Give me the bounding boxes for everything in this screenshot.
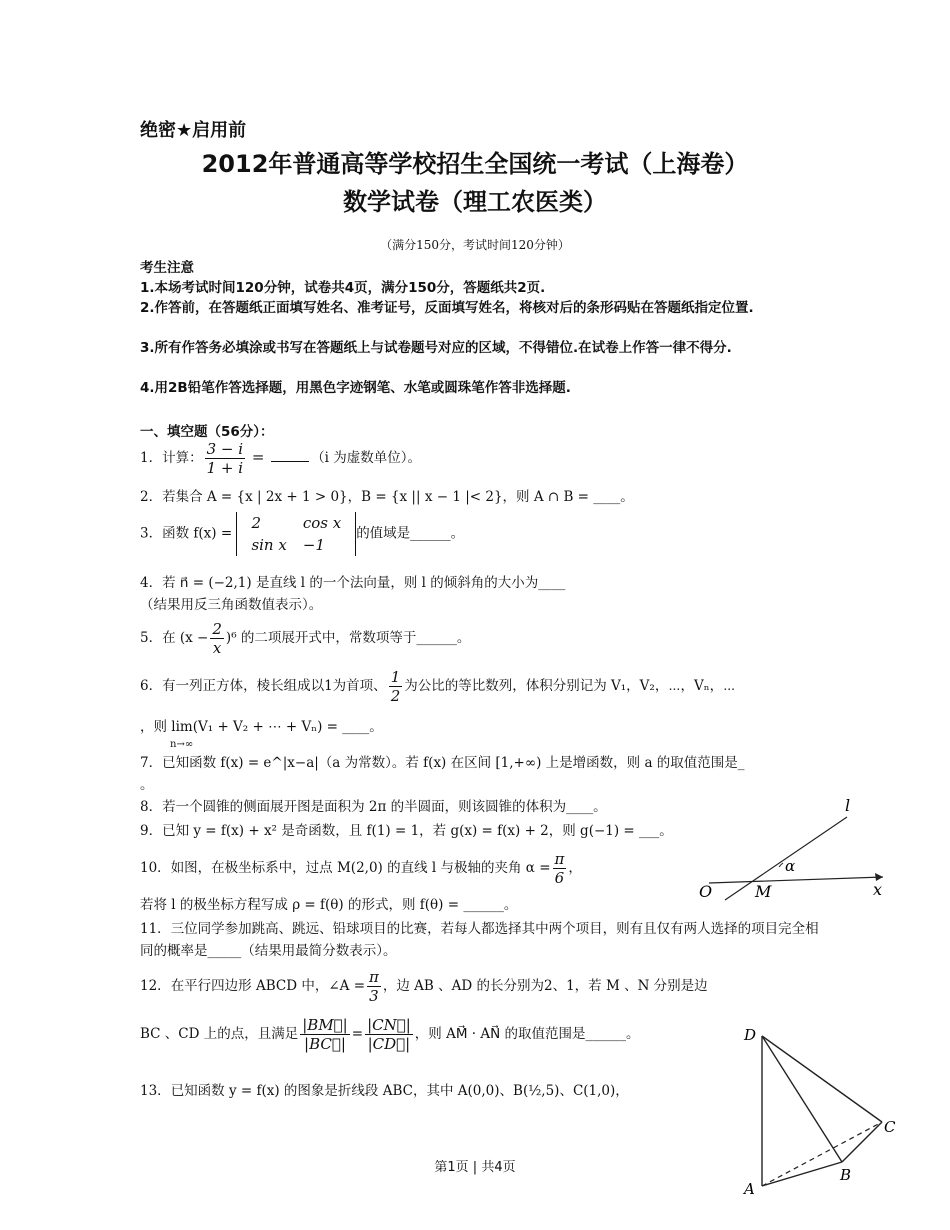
question-6-line2: ，则 lim(V₁ + V₂ + ⋯ + Vₙ) = ____。: [140, 719, 383, 735]
answer-blank: [271, 461, 309, 462]
label-l: l: [845, 796, 851, 815]
question-5: 5．在 (x − $\frac{2}{x}$ )⁶ 的二项展开式中，常数项等于______。: [140, 620, 471, 657]
page-footer: 第1页 | 共4页: [434, 1160, 516, 1175]
fraction: $\frac{2}{x}$: [212, 620, 222, 657]
question-12-line2: BC 、CD 上的点，且满足 $\frac{|BM⃗|}{|BC⃗|}$ = $\frac{|CN⃗|}{|CD⃗|}$ ，则 AM⃗ · AN⃗ 的取值范围是______。: [140, 1016, 640, 1053]
fraction: $\frac{1}{2}$: [390, 668, 401, 705]
edge-DB: [762, 1036, 842, 1162]
label-A: A: [744, 1180, 755, 1198]
question-10: 10．如图，在极坐标系中，过点 M(2,0) 的直线 l 与极轴的夹角 α = $\frac{\pi}{6}$ ，: [140, 850, 582, 887]
confidential-label: 绝密★启用前: [140, 120, 247, 141]
fraction: $\frac{|BM⃗|}{|BC⃗|}$: [302, 1016, 348, 1053]
polar-figure: [695, 795, 895, 905]
notice-item-4: 4.用2B铅笔作答选择题，用黑色字迹钢笔、水笔或圆珠笔作答非选择题.: [140, 380, 571, 396]
label-x: x: [873, 880, 883, 899]
exam-subtitle: 数学试卷（理工农医类）: [343, 188, 607, 216]
fraction: $\frac{\pi}{3}$: [369, 968, 379, 1005]
edge-DC: [762, 1036, 882, 1122]
score-note: （满分150分，考试时间120分钟）: [380, 238, 570, 252]
label-C: C: [884, 1118, 896, 1136]
question-1: 1．计算： $\frac{3 - i}{1 + i}$ = （i 为虚数单位）。: [140, 440, 422, 477]
limit-subscript: n→∞: [170, 739, 194, 750]
notice-heading: 考生注意: [140, 260, 194, 276]
question-4: 4．若 n⃗ = (−2,1) 是直线 l 的一个法向量，则 l 的倾斜角的大小为____ （结果用反三角函数值表示）。: [140, 575, 566, 613]
exam-title: 2012年普通高等学校招生全国统一考试（上海卷）: [201, 150, 749, 178]
label-alpha: α: [785, 857, 796, 875]
polar-axis: [709, 877, 883, 883]
label-D: D: [744, 1026, 757, 1044]
fraction: $\frac{3 - i}{1 + i}$: [206, 440, 244, 477]
angle-arc: [779, 863, 783, 867]
question-9: 9．已知 y = f(x) + x² 是奇函数，且 f(1) = 1，若 g(x) = f(x) + 2，则 g(−1) = ___。: [140, 823, 673, 839]
notice-item-3: 3.所有作答务必填涂或书写在答题纸上与试卷题号对应的区域，不得错位.在试卷上作答一律不得分.: [140, 340, 732, 356]
fraction: $\frac{|CN⃗|}{|CD⃗|}$: [367, 1016, 411, 1053]
question-12: 12．在平行四边形 ABCD 中，∠A = $\frac{\pi}{3}$ ，边 AB 、AD 的长分别为2、1，若 M 、N 分别是边: [140, 968, 708, 1005]
label-O: O: [699, 882, 713, 901]
label-B: B: [840, 1166, 852, 1184]
determinant: 2 cos x sin x −1: [236, 512, 356, 556]
question-10-line2: 若将 l 的极坐标方程写成 ρ = f(θ) 的形式，则 f(θ) = ______。: [140, 897, 518, 913]
fraction: $\frac{\pi}{6}$: [554, 850, 565, 887]
question-6: 6．有一列正方体，棱长组成以1为首项、 $\frac{1}{2}$ 为公比的等比数列，体积分别记为 V₁，V₂，⋯，Vₙ，⋯: [140, 668, 736, 705]
notice-item-2: 2.作答前，在答题纸正面填写姓名、准考证号，反面填写姓名，将核对后的条形码贴在答题纸指定位置.: [140, 300, 754, 316]
question-7: 7．已知函数 f(x) = e^|x−a|（a 为常数）。若 f(x) 在区间 [1,+∞) 上是增函数，则 a 的取值范围是_ 。: [140, 755, 745, 793]
notice-item-1: 1.本场考试时间120分钟，试卷共4页，满分150分，答题纸共2页.: [140, 280, 546, 296]
label-M: M: [755, 882, 772, 901]
question-8: 8．若一个圆锥的侧面展开图是面积为 2π 的半圆面，则该圆锥的体积为____。: [140, 799, 607, 815]
question-2: 2．若集合 A = {x | 2x + 1 > 0}，B = {x || x − 1 |< 2}，则 A ∩ B = ____。: [140, 489, 634, 505]
section-title: 一、填空题（56分）：: [140, 424, 274, 440]
question-13: 13．已知函数 y = f(x) 的图象是折线段 ABC，其中 A(0,0)、B(½,5)、C(1,0)，: [140, 1083, 629, 1099]
question-11: 11．三位同学参加跳高、跳远、铅球项目的比赛，若每人都选择其中两个项目，则有且仅有两人选择的项目完全相同的概率是_____（结果用最简分数表示）。: [140, 921, 819, 959]
question-3: 3．函数 f(x) = 2 cos x sin x −1 的值域是______。: [140, 514, 465, 554]
